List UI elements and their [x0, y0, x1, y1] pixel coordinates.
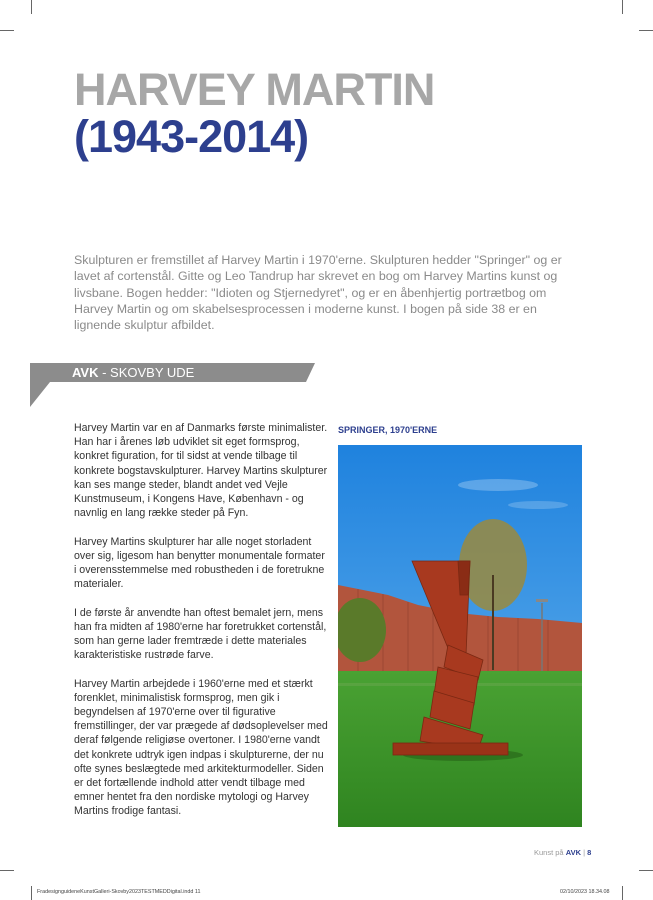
body-paragraph: Harvey Martins skulpturer har alle noget storladent over sig, ligesom han benytter monumentale formater i overensstemmelse med robustheden i de foretrukne materialer.: [74, 535, 325, 591]
crop-mark: [31, 0, 32, 14]
crop-mark: [622, 0, 623, 14]
page-number: 8: [587, 848, 592, 857]
crop-mark: [31, 886, 32, 900]
intro-paragraph: Skulpturen er fremstillet af Harvey Martin i 1970'erne. Skulpturen hedder "Springer" og er lavet af cortenstål. Gitte og Leo Tandrup har skrevet en bog om Harvey Martins kunst og livsbane. Bogen hedder: "Idioten og Stjernedyret", og er en åbenhjertig portrætbog om Harvey Martin og om skabelsesprocessen i moderne kunst. I bogen på side 38 er en lignende skulptur afbildet.: [74, 253, 562, 333]
body-text: [74, 421, 329, 833]
crop-mark: [622, 886, 623, 900]
banner-brand: AVK: [72, 365, 99, 380]
body-paragraph: Harvey Martin var en af Danmarks første minimalister. Han har i årenes løb udviklet sit eget formsprog, konkret figuration, for til sidst at vende tilbage til konkrete bogstavskulpturer. Harvey Martins skulpturer kan ses mange steder, blandt andet ved Vejle Kunstmuseum, i Kongens Have, København - og navnlig en lang række steder på Fyn.: [74, 422, 328, 520]
sculpture-illustration: [338, 445, 582, 827]
page-title: HARVEY MARTIN: [74, 64, 435, 115]
crop-mark: [0, 30, 14, 31]
crop-mark: [639, 870, 653, 871]
print-slug-file: FradesignguideneKunstGalleri-Skovby2023TESTMEDDigital.indd 11: [37, 889, 201, 895]
footer-separator: |: [580, 848, 588, 857]
section-banner-label: [72, 365, 194, 381]
body-paragraph: Harvey Martin arbejdede i 1960'erne med et stærkt forenklet, minimalistisk formsprog, men gik i begyndelsen af 1970'erne over til figurative fremstillinger, der var prægede af dødsoplevelser med deraf følgende religiøse overtoner. I 1980'erne vandt det konkrete udtryk igen indpas i skulpturerne, der nu ofte synes beslægtede med arkitekturmodeller. Siden er det fortællende indhold atter vendt tilbage med emner hentet fra den nordiske mytologi og Harvey Martins frodige fantasi.: [74, 677, 328, 818]
banner-location: - SKOVBY UDE: [98, 365, 195, 380]
crop-mark: [0, 870, 14, 871]
page-footer: [534, 848, 591, 857]
crop-mark: [639, 30, 653, 31]
photo-caption: SPRINGER, 1970'ERNE: [338, 425, 438, 435]
print-slug-date: 02/10/2023 18.34.08: [560, 889, 610, 895]
body-paragraph: I de første år anvendte han oftest bemalet jern, mens han fra midten af 1980'erne har foretrukket cortenstål, som han gerne lader fremtræde i dette materiales karakteristiske rustrøde farve.: [74, 606, 327, 662]
footer-section: Kunst på: [534, 848, 566, 857]
footer-brand: AVK: [565, 848, 581, 857]
page-title-years: (1943-2014): [74, 111, 309, 162]
section-banner: [30, 363, 315, 407]
sculpture-photo: [338, 445, 582, 827]
